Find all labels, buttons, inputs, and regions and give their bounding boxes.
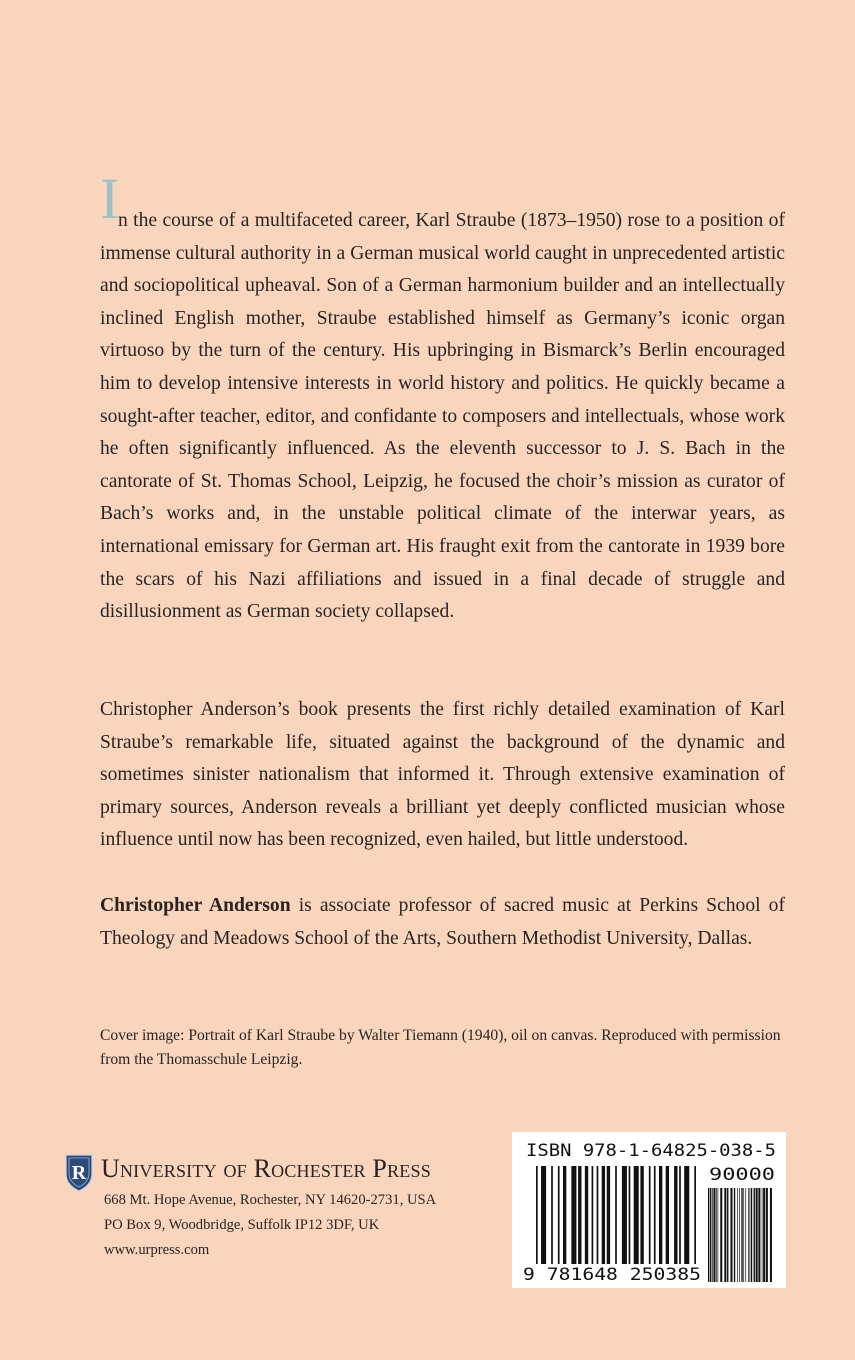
publisher-website: www.urpress.com	[104, 1242, 210, 1258]
barcode-bar	[739, 1188, 740, 1282]
price-addon-bars	[708, 1188, 772, 1282]
barcode-bar	[592, 1166, 594, 1264]
logo-letter: R	[71, 1162, 87, 1184]
author-bio-text: is associate professor of sacred music at Perkins School of Theology and Meadows School of the Arts, Southern Methodist University, Dallas.	[100, 895, 785, 949]
barcode-bar	[536, 1166, 538, 1280]
blurb-paragraph-2: Christopher Anderson’s book presents the first richly detailed examination of Karl Straube’s remarkable life, situated against the background of the dynamic and sometimes sinister nationalism that informed it. Through extensive examination of primary sources, Anderson reveals a brilliant yet deeply conflicted musician whose influence until now has been recognized, even hailed, but little understood.	[100, 699, 785, 851]
barcode-bar	[597, 1166, 599, 1264]
barcode-bar	[563, 1166, 566, 1264]
barcode-bar	[640, 1166, 643, 1264]
barcode-bar	[684, 1166, 689, 1264]
barcode-bar	[712, 1188, 713, 1282]
publisher-shield-logo	[64, 1152, 94, 1192]
barcode-bar	[754, 1188, 755, 1282]
barcode-bar	[750, 1188, 751, 1282]
barcode-bar	[716, 1188, 717, 1282]
barcode-bar	[585, 1166, 588, 1264]
barcode-bar	[763, 1188, 765, 1282]
barcode-bar	[751, 1188, 752, 1282]
barcode-bar	[571, 1166, 576, 1264]
isbn-barcode	[512, 1132, 786, 1288]
barcode-bar	[551, 1166, 553, 1264]
barcode-bar	[679, 1166, 681, 1264]
barcode-bar	[578, 1166, 581, 1264]
ean-digits: 9 781648 250385	[523, 1265, 701, 1285]
barcode-bar	[541, 1166, 546, 1280]
barcode-bar	[758, 1188, 760, 1282]
barcode-bar	[634, 1166, 639, 1264]
barcode-bar	[710, 1188, 711, 1282]
barcode-bar	[708, 1188, 709, 1282]
barcode-bar	[713, 1188, 715, 1282]
cover-image-credit: Cover image: Portrait of Karl Straube by Walter Tiemann (1940), oil on canvas. Reproduced with permission from the Thomasschule Leipzig.	[100, 1027, 781, 1068]
barcode-bar	[743, 1188, 744, 1282]
barcode-bar	[756, 1188, 758, 1282]
blurb-paragraph-1: n the course of a multifaceted career, Karl Straube (1873–1950) rose to a position of immense cultural authority in a German musical world caught in unprecedented artistic and sociopolitical upheaval. Son of a German harmonium builder and an intellectually inclined English mother, Straube established himself as Germany’s iconic organ virtuoso by the turn of the century. His upbringing in Bismarck’s Berlin encouraged him to develop intensive interests in world history and politics. He quickly became a sought-after teacher, editor, and confidante to composers and intellectuals, whose work he often significantly influenced. As the eleventh successor to J. S. Bach in the cantorate of St. Thomas School, Leipzig, he focused the choir’s mission as curator of Bach’s works and, in the unstable political climate of the interwar years, as international emissary for German art. His fraught exit from the cantorate in 1939 bore the scars of his Nazi affiliations and issued in a final decade of struggle and disillusionment as German society collapsed.	[100, 210, 785, 623]
barcode-bar	[762, 1188, 763, 1282]
barcode-bar	[748, 1188, 749, 1282]
barcode-bar	[720, 1188, 722, 1282]
barcode-bar	[718, 1188, 719, 1282]
barcode-bar	[745, 1188, 746, 1282]
barcode-bar	[741, 1188, 742, 1282]
publisher-name: University of Rochester Press	[101, 1154, 431, 1183]
barcode-bar	[766, 1188, 768, 1282]
publisher-address-uk: PO Box 9, Woodbridge, Suffolk IP12 3DF, UK	[104, 1217, 380, 1233]
barcode-bar	[770, 1188, 772, 1282]
barcode-bar	[734, 1188, 735, 1282]
isbn-label: ISBN 978-1-64825-038-5	[526, 1141, 776, 1161]
drop-cap: I	[100, 166, 120, 231]
barcode-bar	[727, 1188, 728, 1282]
author-bio	[100, 890, 785, 955]
barcode-bar	[730, 1188, 732, 1282]
barcode-bar	[674, 1166, 677, 1264]
barcode-bar	[615, 1166, 617, 1280]
barcode-bar	[649, 1166, 651, 1264]
barcode-bar	[724, 1188, 726, 1282]
ean-barcode-bars	[536, 1166, 696, 1280]
publisher-address-us: 668 Mt. Hope Avenue, Rochester, NY 14620-2731, USA	[104, 1192, 437, 1208]
barcode-bar	[694, 1166, 696, 1280]
barcode-bar	[654, 1166, 656, 1264]
author-name: Christopher Anderson	[100, 895, 291, 916]
price-code: 90000	[709, 1165, 775, 1185]
barcode-bar	[629, 1166, 631, 1264]
barcode-bar	[602, 1166, 605, 1264]
barcode-bar	[737, 1188, 738, 1282]
barcode-bar	[622, 1166, 627, 1264]
barcode-bar	[659, 1166, 662, 1264]
barcode-bar	[666, 1166, 669, 1264]
barcode-bar	[558, 1166, 560, 1264]
barcode-bar	[607, 1166, 610, 1264]
